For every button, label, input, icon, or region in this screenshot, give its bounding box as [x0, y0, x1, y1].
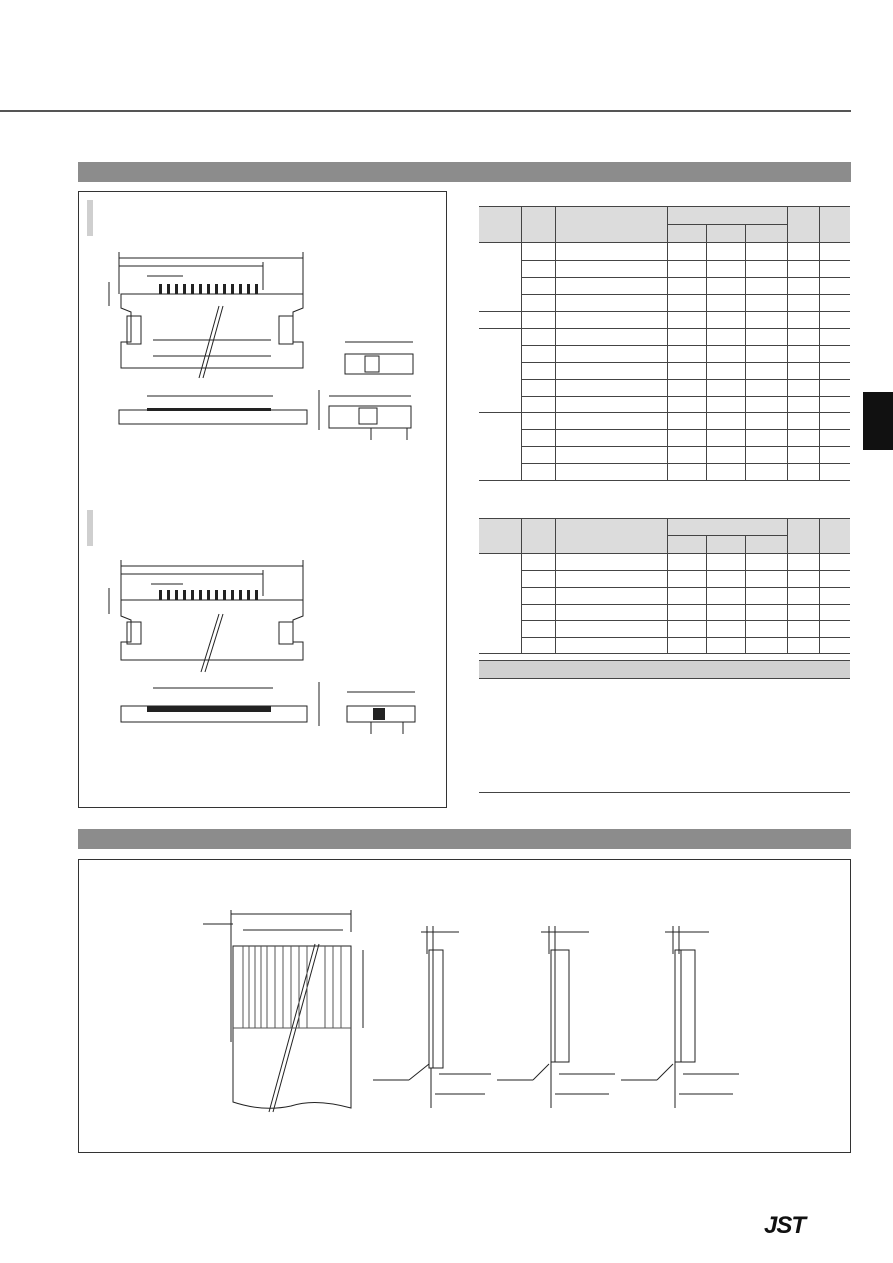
section-side-tab: [863, 392, 893, 450]
dimension-drawing-panel: [78, 191, 447, 808]
spec-table-upper: [479, 206, 850, 482]
section-band-product: [78, 162, 851, 182]
connector-top-view-b: [107, 556, 407, 676]
drawing-marker-bottom: [87, 510, 93, 546]
connector-front-view-b: [107, 682, 427, 742]
section-band-applicable-fpc: [78, 829, 851, 849]
fpc-cross-section-2: [493, 924, 623, 1108]
connector-front-view-a: [107, 390, 427, 460]
fpc-cross-section-3: [617, 924, 747, 1108]
spec-table-lower: [479, 518, 850, 680]
drawing-marker-top: [87, 200, 93, 236]
fpc-top-view: [203, 902, 383, 1116]
fpc-cross-section-1: [369, 924, 499, 1108]
jst-logo: JST: [764, 1212, 806, 1239]
fpc-drawing-panel: [78, 859, 851, 1153]
connector-side-view-a: [341, 338, 421, 378]
header-rule: [0, 110, 851, 112]
notes-bottom-rule: [479, 792, 850, 793]
